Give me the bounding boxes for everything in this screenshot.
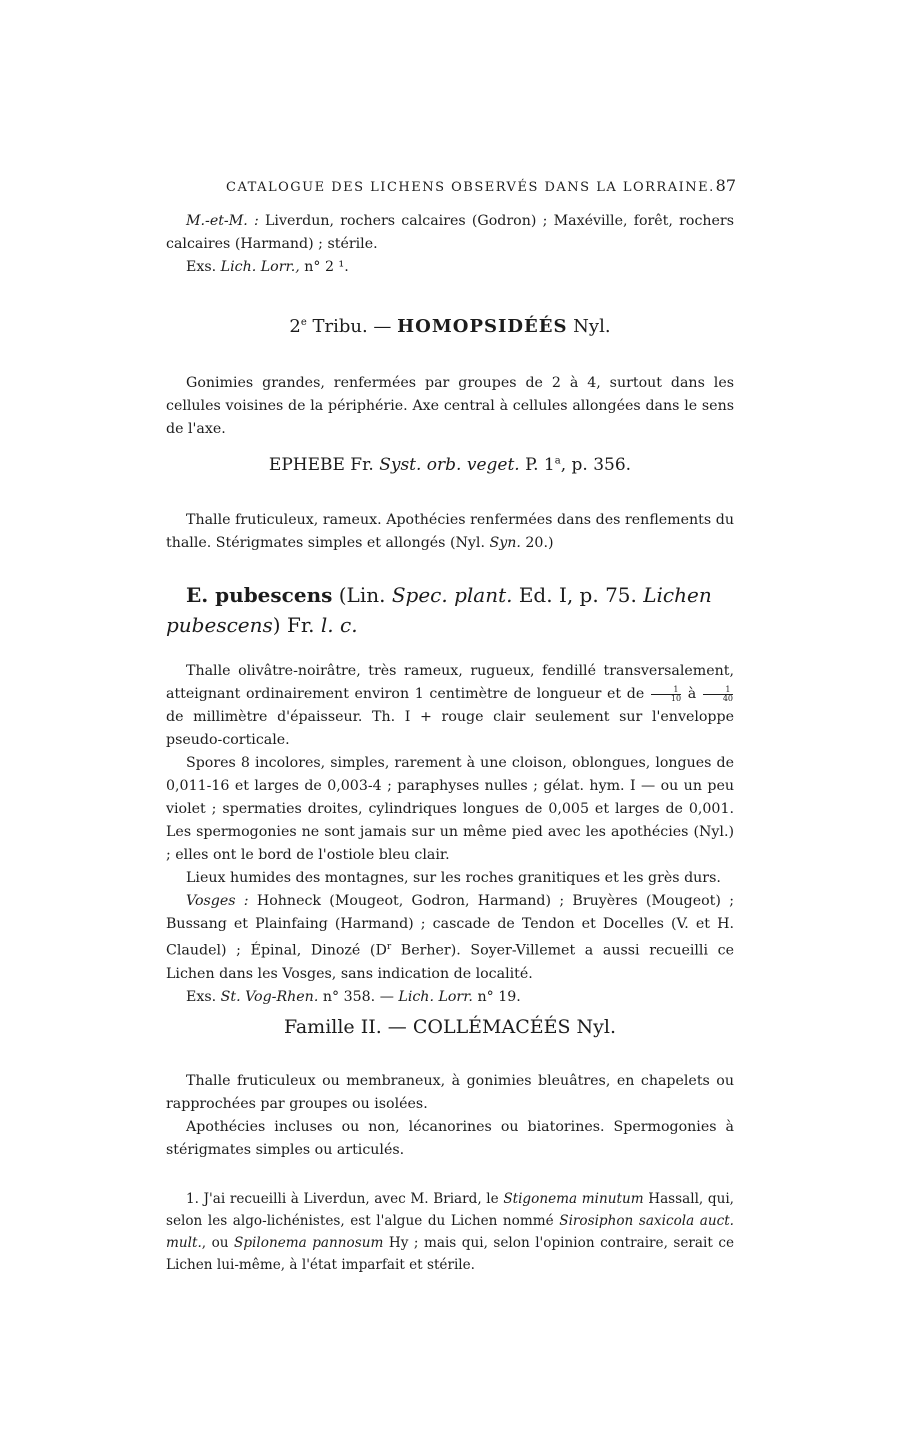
genus-ref-sup: a xyxy=(554,455,561,467)
fn-b: Hassall, qui, selon les algo-lichénistes, est l'algue du Lichen nommé xyxy=(166,1191,734,1229)
tribe-name: HOMOPSIDÉÉS xyxy=(397,316,568,337)
region-label: M.-et-M. : xyxy=(186,213,259,229)
fn-c: , ou xyxy=(201,1235,235,1251)
genus-description xyxy=(166,509,734,555)
footnote-text xyxy=(166,1188,734,1276)
species-p1: (Lin. xyxy=(332,583,392,607)
species-work2: Lichen pubescens xyxy=(166,583,712,637)
exs2-ref2: Lich. Lorr. xyxy=(398,988,473,1005)
tribe-author: Nyl. xyxy=(567,316,611,337)
genus-work: Syst. orb. veget. xyxy=(379,455,520,475)
species-heading xyxy=(166,580,734,640)
exs-ref: Lich. Lorr., xyxy=(220,259,300,275)
exs2-ref1: St. Vog-Rhen. xyxy=(220,988,319,1005)
vosges-label: Vosges : xyxy=(186,893,249,909)
thalle-b: de millimètre d'épaisseur. Th. I + rouge clair seulement sur l'enveloppe pseudo-corticale. xyxy=(166,709,734,748)
species-p3: ) Fr. xyxy=(272,613,321,637)
fn-it3: Spilonema pannosum xyxy=(234,1235,384,1251)
fn-d: Hy ; mais qui, selon l'opinion contraire, serait ce Lichen lui-même, à l'état imparfait et stérile. xyxy=(166,1235,734,1273)
thalle-a: Thalle olivâtre-noirâtre, très rameux, rugueux, fendillé transversalement, atteignant ordinairement environ 1 centimètre de longueur et de xyxy=(166,663,734,702)
family-description xyxy=(166,1070,734,1162)
thalle-mid: à xyxy=(682,686,702,702)
fn-it1: Stigonema minutum xyxy=(503,1191,644,1207)
tribe-number: 2 xyxy=(289,316,301,337)
vosges-a: Hohneck (Mougeot, Godron, Harmand) ; Bruyères (Mougeot) ; Bussang et Plainfaing (Harmand) ; cascade de Tendon et Docelles (V. et H. Claudel) ; Épinal, Dinozé (D xyxy=(166,893,734,959)
family-heading: Famille II. — COLLÉMACÉÉS Nyl. xyxy=(283,1016,617,1038)
frac2-num: 1 xyxy=(703,686,733,695)
exs-num: n° 2 ¹. xyxy=(299,259,349,275)
exs2-label: Exs. xyxy=(186,988,221,1005)
genus-desc-end: 20.) xyxy=(520,535,554,551)
species-work3: l. c. xyxy=(320,613,358,637)
thalle-para xyxy=(166,660,734,752)
habitat-para: Lieux humides des montagnes, sur les roches granitiques et les grès durs. xyxy=(186,870,721,886)
frac1-den: 10 xyxy=(670,693,682,703)
species-description xyxy=(166,660,734,1009)
running-title: CATALOGUE DES LICHENS OBSERVÉS DANS LA LORRAINE. xyxy=(226,180,715,195)
tribe-sup: e xyxy=(300,317,307,328)
fn-it2: Sirosiphon saxicola auct. mult. xyxy=(166,1213,735,1251)
species-p2: Ed. I, p. 75. xyxy=(512,583,644,607)
fraction-1-40 xyxy=(703,686,733,703)
running-header xyxy=(226,176,736,195)
genus-name: EPHEBE Fr. xyxy=(268,455,380,475)
family-desc-2: Apothécies incluses ou non, lécanorines ou biatorines. Spermogonies à stérigmates simples ou articulés. xyxy=(166,1119,734,1158)
tribe-description xyxy=(166,372,734,441)
intro-text: Liverdun, rochers calcaires (Godron) ; Maxéville, forêt, rochers calcaires (Harmand) ; stérile. xyxy=(166,213,734,252)
genus-desc-text: Thalle fruticuleux, rameux. Apothécies renfermées dans des renflements du thalle. Stérigmates simples et allongés (Nyl. xyxy=(166,512,734,551)
genus-ref-b: , p. 356. xyxy=(560,455,632,475)
vosges-b: Berher). Soyer-Villemet a aussi recueilli ce Lichen dans les Vosges, sans indication de localité. xyxy=(166,942,734,982)
frac2-den: 40 xyxy=(722,693,733,703)
intro-block xyxy=(166,210,734,279)
species-name: E. pubescens xyxy=(186,583,333,607)
exs-label: Exs. xyxy=(186,259,221,275)
spores-para: Spores 8 incolores, simples, rarement à une cloison, oblongues, longues de 0,011-16 et larges de 0,003-4 ; paraphyses nulles ; gélat. hym. I — ou un peu violet ; spermaties droites, cylindriques longues de 0,005 et larges de 0,001. Les spermogonies ne sont jamais sur un même pied avec les apothécies (Nyl.) ; elles ont le bord de l'ostiole bleu clair. xyxy=(166,755,734,863)
intro-exsiccata xyxy=(166,256,734,279)
fraction-1-10 xyxy=(651,686,681,703)
exs2-mid: n° 358. — xyxy=(318,988,399,1005)
exs2-end: n° 19. xyxy=(472,988,521,1005)
tribe-label: Tribu. — xyxy=(306,316,398,337)
footnote xyxy=(166,1188,734,1276)
tribe-heading xyxy=(166,316,734,337)
tribe-desc-text: Gonimies grandes, renfermées par groupes de 2 à 4, surtout dans les cellules voisines de la périphérie. Axe central à cellules allongées dans le sens de l'axe. xyxy=(166,375,734,437)
genus-heading xyxy=(166,455,734,475)
genus-desc-ref: Syn. xyxy=(489,535,521,551)
fn-a: 1. J'ai recueilli à Liverdun, avec M. Briard, le xyxy=(186,1191,504,1207)
genus-ref-a: P. 1 xyxy=(519,455,555,475)
family-desc-1: Thalle fruticuleux ou membraneux, à gonimies bleuâtres, en chapelets ou rapprochées par groupes ou isolées. xyxy=(166,1073,734,1112)
species-work1: Spec. plant. xyxy=(391,583,513,607)
page-number: 87 xyxy=(715,176,736,195)
genus-desc-para xyxy=(166,509,734,555)
intro-locality xyxy=(166,210,734,256)
frac1-num: 1 xyxy=(651,686,681,695)
vosges-para xyxy=(166,890,734,986)
vosges-sup: r xyxy=(386,942,392,952)
species-exsiccata xyxy=(166,986,734,1009)
